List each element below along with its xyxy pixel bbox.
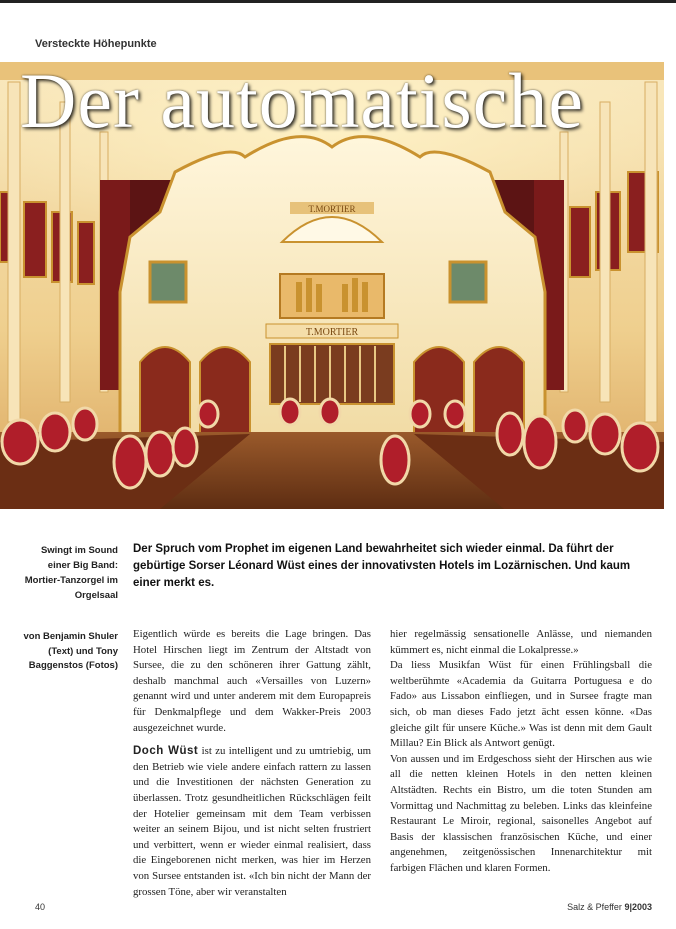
magazine-footer (567, 902, 652, 912)
body-paragraph-2 (133, 744, 371, 900)
body-paragraph-3: hier regelmässig sensationelle Anlässe, und niemanden kümmert es, nicht einmal die Lokalpresse.» (390, 628, 652, 656)
issue-number: 9|2003 (624, 902, 652, 912)
body-paragraph-2-text: ist zu intelligent und zu umtriebig, um den Betrieb wie viele andere einfach rattern zu lassen und die Investitionen der nächsten Generation zu überlassen. Trotz gesundheitlichen Rückschlägen feilt der Hotelier gemeinsam mit dem Team verbissen weiter an seinem Bijou, und ist nicht selten frustriert und verbittert, wenn er wieder einmal realisiert, dass die Eingeborenen nicht merken, was hier im Herzen von Sursee entstanden ist. «Ich bin nicht der Mann der grossen Töne, aber wir veranstalten (133, 745, 371, 898)
organ-name-top: T.MORTIER (308, 204, 356, 214)
headline: Der automatische (20, 57, 584, 144)
magazine-name: Salz & Pfeffer (567, 902, 622, 912)
body-column-2 (390, 627, 652, 877)
body-paragraph-1: Eigentlich würde es bereits die Lage bringen. Das Hotel Hirschen liegt im Zentrum der Altstadt von Sursee, die zu den schöneren ihrer Gattung zählt, deshalb manchmal auch «Versailles von Luzern» genannt wird und unter anderem mit dem Europapreis für Denkmalpflege und dem Wakker-Preis 2003 ausgezeichnet wurde. (133, 628, 371, 734)
organ-name-mid: T.MORTIER (305, 327, 359, 338)
lead-paragraph: Der Spruch vom Prophet im eigenen Land bewahrheitet sich wieder einmal. Da führt der gebürtige Sorser Léonard Wüst eines der innovativsten Hotels im Lozärnischen. Und kaum einer merkt es. (133, 543, 631, 589)
body-paragraph-4: Da liess Musikfan Wüst für einen Frühlingsball die weltberühmte «Academia da Guitarra Portuguesa e do Fado» aus Lissabon einfliegen, und in Sursee fragte man sich, ob man dieses Fado jetzt ächt essen könne. «Das gleiche gilt für unsere Küche.» Was ist denn mit dem Gault Millau? Ein Blick als Antwort genügt. (390, 659, 652, 750)
page-number: 40 (35, 902, 46, 912)
section-label: Versteckte Höhepunkte (35, 38, 157, 50)
top-rule (0, 0, 676, 3)
author-credits: von Benjamin Shuler (Text) und Tony Baggenstos (Fotos) (23, 631, 118, 672)
body-paragraph-5: Von aussen und im Erdgeschoss sieht der Hirschen aus wie all die netten kleinen Hotels in den netten kleinen Altstädten. Rechts ein Bistro, um die toten Stunden am Vormittag und Nachmittag zu beleben. Links das kleinfeine Restaurant Le Miroir, regional, saisonelles Angebot auf Basis der klassischen französischen Küche, und einer angenehmen, zeitgenössischen Innenarchitektur mit farbigen Flächen und klaren Formen. (390, 752, 652, 874)
run-in-heading: Doch Wüst (133, 745, 199, 758)
body-column-1 (133, 627, 371, 908)
photo-caption: Swingt im Sound einer Big Band: Mortier-Tanzorgel im Orgelsaal (24, 545, 118, 601)
